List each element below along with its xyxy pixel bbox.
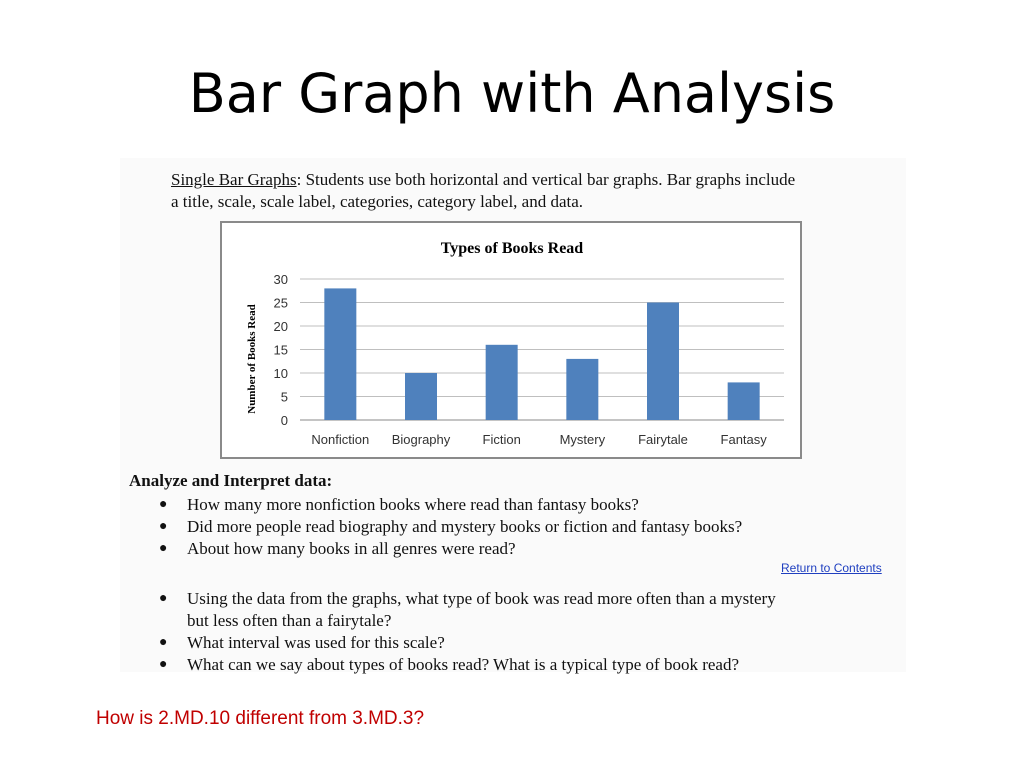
- y-tick-label: 5: [280, 389, 288, 405]
- x-category-label: Nonfiction: [311, 432, 370, 447]
- x-category-label: Biography: [391, 432, 451, 447]
- list-item: [129, 632, 869, 654]
- question-text: What interval was used for this scale?: [187, 633, 445, 652]
- y-tick-label: 10: [273, 366, 288, 381]
- bar-chart-svg: [222, 223, 800, 457]
- y-tick-label: 15: [273, 342, 288, 358]
- y-tick-label: 25: [273, 295, 288, 311]
- questions-group-2: [129, 588, 869, 676]
- list-item: [129, 588, 869, 632]
- question-text: Did more people read biography and mystery books or fiction and fantasy books?: [187, 517, 743, 536]
- list-item: [129, 654, 869, 676]
- bars: [324, 288, 759, 420]
- intro-line-1: : Students use both horizontal and vertical bar graphs. Bar graphs include: [296, 170, 796, 189]
- gridlines: [300, 279, 784, 420]
- question-text-continued: but less often than a fairytale?: [187, 611, 392, 630]
- bullet: ●: [159, 635, 168, 650]
- bar-mystery: [566, 359, 598, 420]
- x-category-labels: [311, 432, 767, 447]
- bullet: ●: [159, 519, 168, 534]
- question-text: About how many books in all genres were read?: [187, 539, 516, 558]
- list-item: [129, 538, 869, 560]
- list-item: [129, 516, 869, 538]
- x-category-label: Fiction: [482, 432, 521, 447]
- bullet: ●: [159, 541, 168, 556]
- y-tick-label: 30: [273, 272, 288, 287]
- return-to-contents-link[interactable]: Return to Contents: [781, 561, 882, 575]
- question-text: How many more nonfiction books where read than fantasy books?: [187, 495, 639, 514]
- bar-fairytale: [647, 303, 679, 421]
- question-text: What can we say about types of books read? What is a typical type of book read?: [187, 655, 739, 674]
- question-text: Using the data from the graphs, what type of book was read more often than a mystery: [187, 589, 776, 608]
- bar-fiction: [486, 345, 518, 420]
- bullet: ●: [159, 591, 168, 606]
- footer-question: How is 2.MD.10 different from 3.MD.3?: [96, 708, 425, 729]
- y-tick-labels: [274, 272, 288, 428]
- bullet: ●: [159, 497, 168, 512]
- y-axis-label: Number of Books Read: [246, 304, 258, 414]
- x-category-label: Fantasy: [720, 432, 767, 447]
- bar-biography: [405, 373, 437, 420]
- document-image: [120, 158, 906, 672]
- questions-group-1: [129, 494, 869, 560]
- y-tick-label: 20: [273, 319, 288, 334]
- chart-title: Types of Books Read: [440, 240, 584, 257]
- bullet: ●: [159, 657, 168, 672]
- intro-paragraph: [171, 169, 901, 213]
- intro-heading: Single Bar Graphs: [171, 170, 297, 189]
- slide-title: Bar Graph with Analysis: [188, 62, 836, 125]
- bar-nonfiction: [324, 288, 356, 420]
- x-category-label: Mystery: [559, 432, 606, 447]
- list-item: [129, 494, 869, 516]
- analyze-heading: Analyze and Interpret data:: [129, 471, 333, 490]
- intro-line-2: a title, scale, scale label, categories, category label, and data.: [171, 192, 584, 211]
- bar-chart: [220, 221, 802, 459]
- x-category-label: Fairytale: [638, 432, 688, 447]
- y-tick-label: 0: [280, 413, 288, 428]
- bar-fantasy: [728, 382, 760, 420]
